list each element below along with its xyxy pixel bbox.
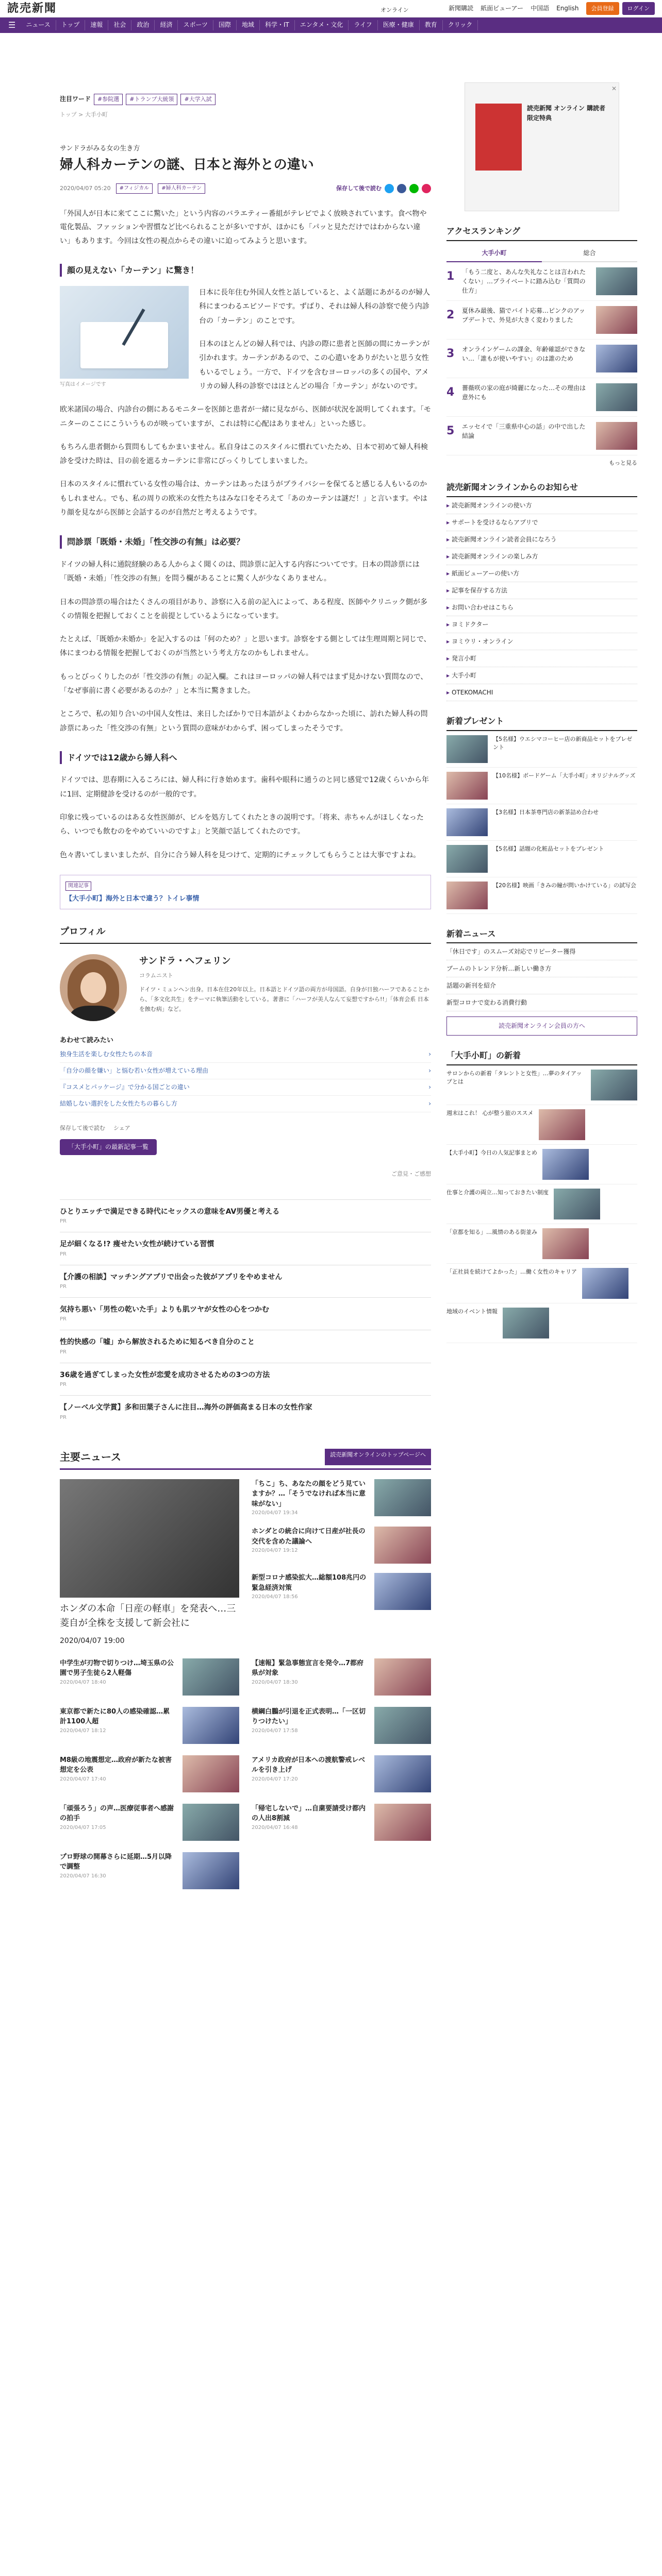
news-title[interactable]: 東京都で新たに80人の感染確認…累計1100人超 [60, 1707, 170, 1726]
gift-item[interactable] [446, 877, 637, 914]
nav-item[interactable]: スポーツ [178, 20, 213, 30]
news-title[interactable]: M8級の地震想定…政府が新たな被害想定を公表 [60, 1756, 172, 1774]
close-icon[interactable]: ✕ [611, 85, 617, 92]
news-date: 2020/04/07 18:40 [60, 1679, 106, 1685]
more-news-link[interactable]: 話題の新刊を紹介 [446, 982, 496, 990]
sponsored-title[interactable]: 気持ち悪い「男性の乾いた手」よりも肌ツヤが女性の心をつかむ [60, 1306, 269, 1314]
nav-item[interactable]: トップ [56, 20, 86, 30]
list-item[interactable] [446, 1065, 637, 1105]
otekomachi-list [446, 1065, 637, 1343]
news-title[interactable]: ホンダの本命「日産の軽車」を発表へ…三菱自が全株を支援して新会社に [60, 1603, 236, 1629]
list-item[interactable] [446, 599, 637, 616]
list-item[interactable] [446, 1145, 637, 1184]
paragraph: ところで、私の知り合いの中国人女性は、来日したばかりで日本語がよくわからなかった頃に、訪れた婦人科の問診票にあった「性交渉の有無」という質問の意味がわからず、困ってしまったそうです。 [60, 710, 428, 733]
sponsored-title[interactable]: ひとりエッチで満足できる時代にセックスの意味をAV男優と考える [60, 1207, 280, 1216]
news-thumb [374, 1479, 431, 1516]
sponsored-title[interactable]: 【介護の相談】マッチングアプリで出会った彼がアプリをやめません [60, 1273, 283, 1281]
nav-item[interactable]: エンタメ・文化 [295, 20, 349, 30]
top-bar [0, 0, 662, 18]
main-news-header [60, 1449, 431, 1470]
news-date: 2020/04/07 19:00 [60, 1637, 125, 1646]
logo-sub: オンライン [380, 6, 409, 13]
ranking-heading: アクセスランキング [446, 225, 637, 241]
bullet-icon: ▸ [446, 603, 450, 611]
nav-item[interactable]: 社会 [108, 20, 131, 30]
list-item[interactable] [60, 1265, 431, 1297]
chevron-right-icon: › [428, 1083, 431, 1091]
news-date: 2020/04/07 17:58 [252, 1727, 298, 1734]
rank-title[interactable]: エッセイで「三重県中心の話」の中で出した結論 [462, 422, 586, 439]
sponsored-title[interactable]: 足が細くなる!? 痩せたい女性が続けている習慣 [60, 1240, 214, 1249]
share-button[interactable]: シェア [113, 1125, 130, 1132]
ranking-item[interactable] [446, 340, 637, 378]
otekomachi-link[interactable]: 地域のイベント情報 [446, 1308, 498, 1315]
bullet-icon: ▸ [446, 586, 450, 594]
otekomachi-link[interactable]: 【大手小町】今日の人気記事まとめ [446, 1149, 537, 1156]
news-title[interactable]: 「頑張ろう」の声…医療従事者へ感謝の拍手 [60, 1804, 174, 1823]
notice-link[interactable]: 読売新聞オンライン読者会員になろう [452, 535, 557, 543]
news-title[interactable]: 横綱白鵬が引退を正式表明…「一区切りつけたい」 [252, 1707, 366, 1726]
paragraph: 日本の問診票の場合はたくさんの項目があり、診察に入る前の記入によって、ある程度、医師やクリニック側が多くの情報を把握しておくことを前提としているようになっています。 [60, 598, 427, 620]
ranking-item[interactable] [446, 262, 637, 301]
paragraph: ドイツでは、思春期に入るころには、婦人科に行き始めます。歯科や眼科に通うのと同じ感覚で12歳くらいから年に1回、定期健診を受けるのが一般的です。 [60, 776, 429, 799]
list-item[interactable] [60, 1330, 431, 1362]
sponsored-source: PR [60, 1414, 67, 1420]
ranking-item[interactable] [446, 417, 637, 455]
otekomachi-heading: 「大手小町」の新着 [446, 1049, 637, 1065]
paragraph: 日本のほとんどの婦人科では、内診の際に患者と医師の間にカーテンが引かれます。カーテンがあるので、この心遣いをありがたいと思う女性もいるでしょう。一方で、ドイツを含むヨーロッパの多くの国や、アメリカの婦人科の診察ではほとんどの場合「カーテン」がないのです。 [199, 340, 430, 391]
bullet-icon: ▸ [446, 569, 450, 577]
rank-title[interactable]: 夏休み最後、猫でバイト応募…ピンクのアップデートで、外見が大きく変わりました [462, 307, 585, 324]
sponsored-source: PR [60, 1316, 67, 1323]
rank-thumb [596, 267, 637, 295]
rank-number: 5 [446, 424, 455, 437]
also-read-link[interactable]: 『コスメとパッケージ』で分かる国ごとの違い [60, 1083, 190, 1091]
twitter-icon[interactable] [385, 184, 394, 193]
otekomachi-link[interactable]: 週末はこれ！ 心が整う旅のススメ [446, 1109, 534, 1116]
sponsored-source: PR [60, 1251, 67, 1257]
list-item[interactable] [446, 1224, 637, 1264]
news-item[interactable] [252, 1707, 431, 1744]
gift-list [446, 731, 637, 914]
list-item[interactable] [446, 1105, 637, 1145]
section-heading: ドイツでは12歳から婦人科へ [60, 751, 431, 765]
news-item[interactable] [252, 1755, 431, 1792]
notice-link[interactable]: 紙面ビューアーの使い方 [452, 569, 520, 577]
bullet-icon: ▸ [446, 501, 450, 509]
news-thumb [183, 1707, 239, 1744]
otekomachi-thumb [591, 1070, 637, 1100]
rank-title[interactable]: オンラインゲームの課金、年齢確認ができない…「誰もが使いやすい」のは誰のため [462, 345, 586, 362]
notice-link[interactable]: ヨミウリ・オンライン [452, 637, 514, 645]
paragraph: ドイツの婦人科に通院経験のある人からよく聞くのは、問診票に記入する内容についてです。日本の問診票には「既婚・未婚」「性交渉の有無」を問う欄があることに驚く人が少なくありません。 [60, 560, 420, 583]
sponsored-source: PR [60, 1382, 67, 1388]
rank-thumb [596, 383, 637, 411]
sponsored-source: PR [60, 1218, 67, 1225]
news-date: 2020/04/07 18:12 [60, 1727, 106, 1734]
otekomachi-thumb [539, 1109, 585, 1140]
news-item[interactable] [252, 1658, 431, 1696]
notice-link[interactable]: 読売新聞オンラインの楽しみ方 [452, 552, 538, 560]
list-item[interactable] [446, 960, 637, 977]
list-item[interactable] [446, 1303, 637, 1343]
otekomachi-thumb [554, 1189, 600, 1219]
main-nav [0, 18, 662, 33]
gift-item[interactable] [446, 804, 637, 841]
sponsored-source: PR [60, 1284, 67, 1290]
news-thumb [183, 1852, 239, 1889]
also-read-link[interactable]: 結婚しない選択をした女性たちの暮らし方 [60, 1100, 178, 1108]
rank-thumb [596, 306, 637, 334]
gift-thumb [446, 735, 488, 763]
list-item[interactable] [446, 994, 637, 1011]
tab-otekomachi[interactable]: 大手小町 [446, 245, 542, 262]
list-item[interactable] [60, 1199, 431, 1232]
list-item[interactable] [446, 497, 637, 514]
news-item[interactable] [252, 1479, 431, 1518]
tag-link[interactable]: #トランプ大統領 [126, 94, 177, 105]
news-thumb [374, 1527, 431, 1564]
article-tag[interactable]: #婦人科カーテン [158, 183, 205, 194]
bullet-icon: ▸ [446, 552, 450, 560]
nav-item[interactable]: 速報 [85, 20, 108, 30]
paragraph: もっとびっくりしたのが「性交渉の有無」の記入欄。これはヨーロッパの婦人科ではまず見かけない質問なので、「なぜ事前に書く必要があるのか？」と本当に驚きました。 [60, 672, 428, 695]
facebook-icon[interactable] [397, 184, 406, 193]
news-thumb [374, 1573, 431, 1610]
news-title[interactable]: 「ちこ」ち、あなたの顔をどう見ていますか？…「そうでなければ本当に意味がない」 [252, 1480, 366, 1508]
paragraph: 日本に長年住む外国人女性と話していると、よく話題にあがるのが婦人科にまつわるエピソードです。ずばり、それは婦人科の診察で使う内診台の「カーテン」のことです。 [199, 289, 430, 325]
news-date: 2020/04/07 17:05 [60, 1824, 106, 1831]
paragraph: 日本のスタイルに慣れている女性の場合は、カーテンはあったほうがプライバシーを保てると感じる人もいるのかもしれません。でも、私の周りの欧米の女性たちはみな口をそろえて「あのカーテンは謎だ！」と言います。やはり顔を見ながら医師と会話するのが自然だと考えるようです。 [60, 480, 428, 517]
nav-item[interactable]: 地域 [237, 20, 260, 30]
news-title[interactable]: アメリカ政府が日本への渡航警戒レベルを引き上げ [252, 1756, 366, 1774]
news-item[interactable] [252, 1573, 431, 1610]
news-title[interactable]: 「帰宅しないで」…自粛要請受け都内の人出8割減 [252, 1804, 366, 1823]
share-icon[interactable] [422, 184, 431, 193]
news-date: 2020/04/07 18:56 [252, 1594, 298, 1600]
chevron-right-icon: › [428, 1050, 431, 1058]
news-date: 2020/04/07 16:48 [252, 1824, 298, 1831]
news-date: 2020/04/07 18:30 [252, 1679, 298, 1685]
bullet-icon: ▸ [446, 620, 450, 628]
ranking-item[interactable] [446, 378, 637, 417]
otekomachi-thumb [503, 1308, 549, 1338]
gift-thumb [446, 772, 488, 800]
news-thumb [183, 1804, 239, 1841]
author-profile [60, 954, 431, 1021]
nav-item[interactable]: クリック [443, 20, 478, 30]
ranking-item[interactable] [446, 301, 637, 340]
sponsored-source: PR [60, 1349, 67, 1355]
bullet-icon: ▸ [446, 518, 450, 526]
list-item[interactable] [446, 943, 637, 960]
line-icon[interactable] [409, 184, 419, 193]
nav-item[interactable]: 教育 [420, 20, 443, 30]
news-date: 2020/04/07 19:34 [252, 1510, 298, 1516]
paragraph: 欧米諸国の場合、内診台の側にあるモニターを医師と患者が一緒に見ながら、医師が状況を説明してくれます。「モニターのここにこういうものが映っていますが、これは特に心配はありません」といった感じ。 [60, 405, 431, 428]
gift-title[interactable]: 【3名様】日本茶専門店の新茶詰め合わせ [493, 808, 599, 816]
otekomachi-link[interactable]: サロンからの新着「タレントと女性」…夢のタイアップとは [446, 1070, 582, 1086]
news-title[interactable]: プロ野球の開幕さらに延期…5月以降で調整 [60, 1853, 172, 1871]
list-item[interactable] [446, 548, 637, 565]
news-thumb [374, 1755, 431, 1792]
breadcrumb: トップ > 大手小町 [60, 111, 108, 118]
nav-item[interactable]: 国際 [213, 20, 237, 30]
news-item[interactable] [60, 1658, 239, 1696]
list-item[interactable] [446, 616, 637, 633]
article-title: 婦人科カーテンの謎、日本と海外との違い [60, 157, 314, 173]
nav-item[interactable]: 政治 [131, 20, 155, 30]
news-title[interactable]: 中学生が刃物で切りつけ…埼玉県の公園で男子生徒ら2人軽傷 [60, 1659, 174, 1677]
rank-thumb [596, 422, 637, 450]
notice-link[interactable]: OTEKOMACHI [452, 688, 493, 696]
photo-caption: 写真はイメージです [60, 382, 106, 388]
notice-link[interactable]: 発言小町 [452, 654, 477, 662]
news-date: 2020/04/07 17:40 [60, 1776, 106, 1782]
more-news-link[interactable]: 新型コロナで変わる消費行動 [446, 999, 527, 1007]
list-item[interactable] [60, 1297, 431, 1330]
nav-item[interactable]: 医療・健康 [378, 20, 420, 30]
login-button[interactable]: ログイン [622, 2, 655, 15]
related-article-box [60, 875, 431, 909]
article-tag[interactable]: #フィジカル [116, 183, 153, 194]
gift-thumb [446, 845, 488, 873]
paragraph: たとえば、「既婚か未婚か」を記入するのは「何のため？」と思います。診察をする側としては生理周期と同じで、体にまつわる情報を把握しておくのが当然という考え方なのかもしれません。 [60, 635, 431, 658]
news-title[interactable]: ホンダとの統合に向けて日産が社長の交代を含めた議論へ [252, 1528, 366, 1546]
article-date: 2020/04/07 05:20 [60, 184, 111, 192]
list-item[interactable] [446, 1264, 637, 1303]
top-link[interactable]: 紙面ビューアー [481, 4, 524, 12]
top-link[interactable]: English [556, 4, 579, 12]
tag-link[interactable]: #大学入試 [180, 94, 215, 105]
tab-all[interactable]: 総合 [542, 245, 637, 262]
nav-item[interactable]: 経済 [155, 20, 178, 30]
rank-title[interactable]: 薔薇咲の家の庭が綺麗になった…その理由は意外にも [462, 384, 586, 401]
notice-list [446, 497, 637, 701]
gift-thumb [446, 808, 488, 836]
news-lead[interactable] [60, 1479, 239, 1647]
list-item[interactable] [60, 1096, 431, 1112]
gift-item[interactable] [446, 768, 637, 804]
trending-tags [60, 33, 431, 105]
rank-number: 3 [446, 347, 455, 360]
list-item[interactable] [446, 667, 637, 684]
news-lead-image [60, 1479, 239, 1598]
news-thumb [374, 1658, 431, 1696]
list-item[interactable] [60, 1232, 431, 1264]
section-heading: 問診票「既婚・未婚」「性交渉の有無」は必要？ [60, 535, 431, 549]
chevron-right-icon: › [428, 1100, 431, 1108]
list-item[interactable] [446, 1184, 637, 1224]
also-read [60, 1036, 431, 1113]
news-item[interactable] [60, 1755, 239, 1792]
gift-thumb [446, 882, 488, 909]
logo-main: 読売新聞 [7, 1, 57, 15]
notice-link[interactable]: ヨミドクター [452, 620, 489, 628]
more-news-link[interactable]: ブームのトレンド分析…新しい働き方 [446, 965, 552, 973]
more-news-heading: 新着ニュース [446, 927, 637, 944]
news-date: 2020/04/07 17:20 [252, 1776, 298, 1782]
rank-thumb [596, 345, 637, 372]
ad-image [475, 104, 522, 171]
news-date: 2020/04/07 19:12 [252, 1548, 298, 1554]
news-item[interactable] [252, 1527, 431, 1564]
news-item[interactable] [60, 1804, 239, 1841]
paragraph: もちろん患者側から質問もしてもかまいません。私自身はこのスタイルに慣れていたため、日本で初めて婦人科検診を受けた時は、目の前を遮るカーテンに非常にびっくりしてしまいました。 [60, 443, 428, 466]
nav-item[interactable]: 科学・IT [260, 20, 295, 30]
article-meta [60, 183, 431, 194]
tags-label: 注目ワード [60, 95, 91, 103]
more-news-list [446, 943, 637, 1011]
news-thumb [183, 1755, 239, 1792]
list-item[interactable] [446, 514, 637, 531]
article-column [60, 33, 431, 1889]
sponsored-title[interactable]: 36歳を過ぎてしまった女性が恋愛を成功させるための3つの方法 [60, 1370, 270, 1379]
news-thumb [374, 1707, 431, 1744]
author-name: サンドラ・ヘフェリン [139, 955, 231, 967]
sidebar [446, 33, 637, 1889]
article-photo [60, 286, 189, 379]
sponsored-title[interactable]: 【ノーベル文学賞】多和田葉子さんに注目…海外の評価高まる日本の女性作家 [60, 1403, 312, 1412]
list-item[interactable] [446, 650, 637, 667]
rank-title[interactable]: 「もう二度と、あんな失礼なことは言われたくない」…プライベートに踏み込む「質問の仕方」 [462, 268, 586, 294]
news-title[interactable]: 新型コロナ感染拡大…総額108兆円の緊急経済対策 [252, 1574, 367, 1592]
otekomachi-thumb [542, 1228, 589, 1259]
rank-number: 1 [446, 269, 455, 283]
news-thumb [183, 1658, 239, 1696]
list-item[interactable] [60, 1063, 431, 1079]
notice-link[interactable]: 大手小町 [452, 671, 477, 679]
section-heading: 顔の見えない「カーテン」に驚き！ [60, 264, 431, 277]
news-grid [60, 1479, 431, 1889]
notice-link[interactable]: サポートを受けるならアプリで [452, 518, 538, 526]
profile-heading: プロフィル [60, 925, 431, 944]
otekomachi-thumb [582, 1268, 628, 1299]
rank-number: 2 [446, 308, 455, 321]
list-item[interactable] [446, 565, 637, 582]
top-link[interactable]: 中国語 [531, 4, 550, 12]
top-links [449, 4, 578, 13]
news-thumb [374, 1804, 431, 1841]
share-bar [336, 184, 431, 193]
list-item[interactable] [446, 684, 637, 701]
notice-link[interactable]: お問い合わせはこちら [452, 603, 514, 611]
bookmark-button[interactable]: 保存して後で読む [60, 1125, 105, 1132]
otekomachi-link[interactable]: 仕事と介護の両立…知っておきたい制度 [446, 1189, 549, 1196]
gift-item[interactable] [446, 841, 637, 877]
main-news-heading: 主要ニュース [60, 1450, 121, 1463]
ranking-more-link[interactable]: もっと見る [609, 459, 637, 466]
also-read-link[interactable]: 独身生活を楽しむ女性たちの本音 [60, 1050, 153, 1058]
avatar [60, 954, 127, 1021]
list-item[interactable] [60, 1079, 431, 1096]
bullet-icon: ▸ [446, 654, 450, 662]
news-title[interactable]: 【速報】緊急事態宣言を発令…7都府県が対象 [252, 1659, 364, 1677]
also-read-link[interactable]: 「自分の顔を嫌い」と悩む若い女性が増えている理由 [60, 1066, 209, 1074]
save-button[interactable]: 保存して後で読む [336, 184, 382, 192]
list-item[interactable] [60, 1046, 431, 1063]
rank-number: 4 [446, 385, 455, 399]
list-item[interactable] [446, 582, 637, 599]
article-list-button[interactable]: 「大手小町」の最新記事一覧 [60, 1139, 157, 1155]
bullet-icon: ▸ [446, 637, 450, 645]
paragraph: 色々書いてしまいましたが、自分に合う婦人科を見つけて、定期的にチェックしてもらうことは大事ですよね。 [60, 851, 421, 859]
news-item[interactable] [60, 1852, 239, 1889]
otekomachi-link[interactable]: 「京都を知る」…風情のある街並み [446, 1228, 537, 1235]
sidebar-ad[interactable] [465, 82, 619, 211]
gift-heading: 新着プレゼント [446, 715, 637, 731]
chevron-right-icon: › [428, 1066, 431, 1074]
paragraph: 印象に残っているのはある女性医師が、ピルを処方してくれたときの説明です。「将来、赤ちゃんがほしくなったら、いつでも飲むのをやめていいのですよ」と笑顔で話してくれたのです。 [60, 814, 424, 836]
related-link[interactable]: 【大手小町】海外と日本で違う？トイレ事情 [65, 895, 200, 903]
more-news-link[interactable]: 「休日です」のスムーズ対応でリピーター獲得 [446, 948, 576, 956]
nav-item[interactable]: ライフ [349, 20, 377, 30]
bullet-icon: ▸ [446, 671, 450, 679]
news-item[interactable] [60, 1707, 239, 1744]
author-bio: ドイツ・ミュンヘン出身。日本在住20年以上。日本語とドイツ語の両方が母国語。自身が日独ハーフであることから、「多文化共生」をテーマに執筆活動をしている。著書に「ハーフが美人なんて妄想ですから!!」「体育会系 日本を蝕む病」など。 [139, 986, 429, 1012]
ad-text: 読売新聞 オンライン 購読者限定特典 [527, 105, 605, 122]
register-button[interactable]: 会員登録 [586, 2, 619, 15]
ranking-list [446, 262, 637, 455]
otekomachi-link[interactable]: 「正社員を続けてよかった」…働く女性のキャリア [446, 1268, 577, 1275]
article-kicker: サンドラがみる女の生き方 [60, 145, 140, 153]
gift-title[interactable]: 【10名様】ボードゲーム「大手小町」オリジナルグッズ [493, 772, 636, 779]
feedback-link[interactable]: ご意見・ご感想 [391, 1171, 431, 1178]
list-item[interactable] [446, 633, 637, 650]
menu-icon[interactable]: ☰ [8, 20, 16, 30]
site-logo[interactable] [7, 0, 409, 18]
notice-link[interactable]: 記事を保存する方法 [452, 586, 508, 594]
gift-title[interactable]: 【5名様】話題の化粧品セットをプレゼント [493, 845, 604, 852]
gift-item[interactable] [446, 731, 637, 768]
news-item[interactable] [252, 1804, 431, 1841]
news-top-button[interactable]: 読売新聞オンラインのトップページへ [325, 1449, 431, 1465]
article-lead: 「外国人が日本に来てここに驚いた」という内容のバラエティー番組がテレビでよく放映されています。食べ物や電化製品、ファッションや習慣など比べられることが多いですが、ほかにも「パッと見ただけではわからない違い」もあります。今回は女性の視点からその違いに迫ってみようと思います。 [60, 209, 427, 245]
list-item[interactable] [60, 1395, 431, 1428]
otekomachi-thumb [542, 1149, 589, 1180]
nav-item[interactable]: ニュース [21, 20, 56, 30]
author-role: コラムニスト [139, 972, 173, 979]
top-link[interactable]: 新聞購読 [449, 4, 474, 12]
gift-title[interactable]: 【20名様】映画「きみの瞳が問いかけている」の試写会 [493, 882, 636, 889]
article-figure [60, 286, 189, 389]
sponsored-list [60, 1199, 431, 1428]
notice-link[interactable]: 読売新聞オンラインの使い方 [452, 501, 532, 509]
list-item[interactable] [446, 531, 637, 548]
news-date: 2020/04/07 16:30 [60, 1873, 106, 1879]
gift-title[interactable]: 【5名様】ウエシマコーヒー店の新商品セットをプレゼント [493, 735, 633, 751]
tag-link[interactable]: #参院選 [94, 94, 123, 105]
list-item[interactable] [60, 1363, 431, 1395]
member-button[interactable]: 読売新聞オンライン会員の方へ [446, 1016, 637, 1036]
list-item[interactable] [446, 977, 637, 994]
bullet-icon: ▸ [446, 535, 450, 543]
bullet-icon: ▸ [446, 688, 450, 696]
related-label: 関連記事 [65, 882, 91, 891]
sponsored-title[interactable]: 性的快感の「嘘」から解放されるために知るべき自分のこと [60, 1338, 255, 1347]
notice-heading: 読売新聞オンラインからのお知らせ [446, 481, 637, 497]
ranking-tabs [446, 245, 637, 262]
also-read-heading: あわせて読みたい [60, 1036, 114, 1044]
